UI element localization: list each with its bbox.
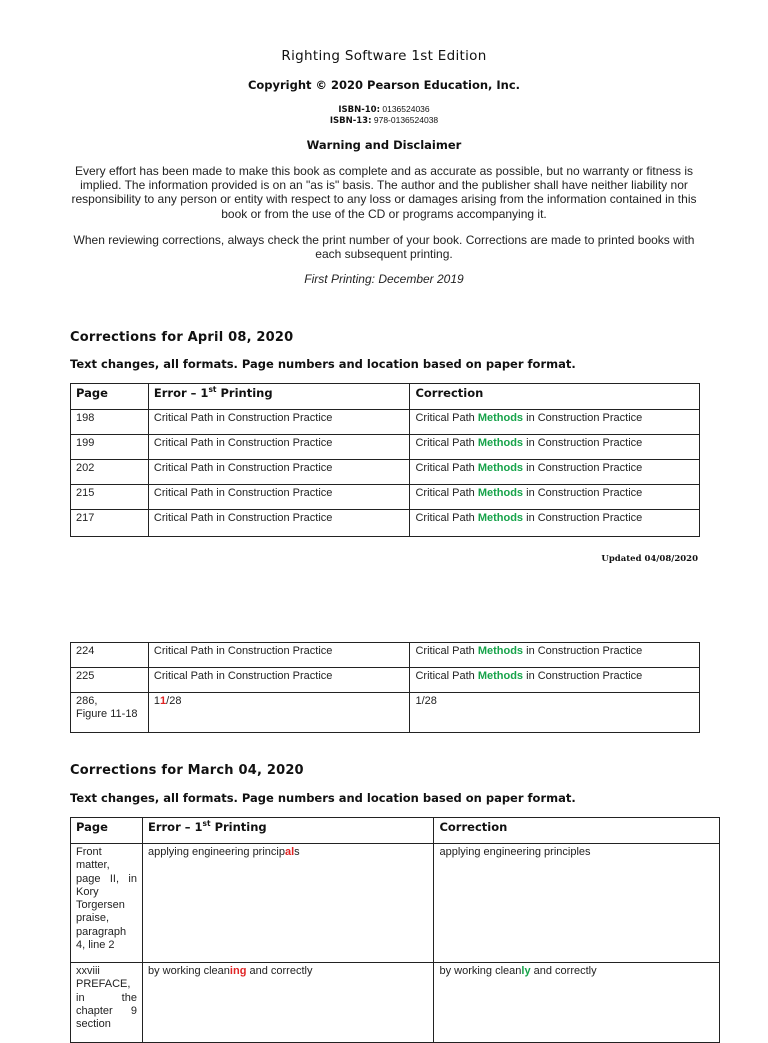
correction-pre: Critical Path (415, 512, 478, 524)
corrections-table-march (70, 817, 720, 1043)
correction-post: in Construction Practice (523, 645, 643, 657)
row-error (142, 844, 433, 963)
correction-post: in Construction Practice (523, 512, 643, 524)
row-page: 202 (71, 460, 149, 485)
error-post: /28 (166, 695, 182, 707)
table-row (71, 963, 720, 1043)
row-error (148, 693, 410, 733)
error-post: and correctly (246, 965, 313, 977)
row-error: Critical Path in Construction Practice (148, 668, 410, 693)
correction-highlight: Methods (477, 437, 524, 449)
col-error-text: Error – 1 (153, 386, 209, 400)
row-page: 225 (71, 668, 149, 693)
review-note: When reviewing corrections, always check the print number of your book. Corrections are made to printed books with each subsequent printing. (73, 233, 695, 262)
row-page: 199 (71, 435, 149, 460)
correction-post: in Construction Practice (523, 487, 643, 499)
row-page: 215 (71, 485, 149, 510)
correction-highlight: Methods (477, 512, 524, 524)
col-error-header (142, 818, 433, 844)
isbn10-label: ISBN-10: (338, 105, 380, 115)
page-line2: Figure 11-18 (76, 708, 138, 721)
correction-highlight: Methods (477, 670, 524, 682)
table-row (71, 410, 700, 435)
section-subheading-march: Text changes, all formats. Page numbers and location based on paper format. (70, 791, 576, 805)
correction-highlight: Methods (477, 487, 524, 499)
row-page (71, 693, 149, 733)
row-error: Critical Path in Construction Practice (148, 435, 410, 460)
table-row (71, 510, 700, 537)
isbn10-value: 0136524036 (382, 104, 430, 114)
table-row (71, 668, 700, 693)
row-page: Front matter, page II, in Kory Torgersen praise, paragraph 4, line 2 (71, 844, 143, 963)
correction-pre: Critical Path (415, 412, 478, 424)
warning-title: Warning and Disclaimer (306, 138, 462, 152)
isbn-block (60, 104, 708, 126)
row-error: Critical Path in Construction Practice (148, 510, 410, 537)
row-correction (410, 410, 700, 435)
table-row (71, 435, 700, 460)
row-correction (410, 668, 700, 693)
correction-highlight: Methods (477, 462, 524, 474)
row-correction (410, 485, 700, 510)
correction-pre: by working clean (439, 965, 522, 977)
correction-post: in Construction Practice (523, 437, 643, 449)
error-pre: by working clean (147, 965, 230, 977)
row-correction (410, 460, 700, 485)
col-error-sup: st (208, 385, 217, 395)
error-pre: 1 (153, 695, 161, 707)
row-correction: 1/28 (410, 693, 700, 733)
first-printing: First Printing: December 2019 (304, 272, 464, 286)
section-heading-april: Corrections for April 08, 2020 (70, 330, 294, 345)
isbn13-value: 978-0136524038 (373, 115, 439, 125)
correction-pre: Critical Path (415, 462, 478, 474)
correction-pre: Critical Path (415, 437, 478, 449)
row-error: Critical Path in Construction Practice (148, 485, 410, 510)
row-error: Critical Path in Construction Practice (148, 410, 410, 435)
table-header-row (71, 384, 700, 410)
correction-post: in Construction Practice (523, 412, 643, 424)
col-correction-header: Correction (434, 818, 720, 844)
row-correction (410, 510, 700, 537)
error-highlight: ing (229, 965, 247, 977)
isbn13-label: ISBN-13: (329, 116, 372, 126)
copyright-line: Copyright © 2020 Pearson Education, Inc. (247, 78, 521, 92)
corrections-table-april (70, 383, 700, 537)
error-post: s (294, 846, 300, 858)
col-page-header: Page (71, 818, 143, 844)
correction-highlight: Methods (477, 412, 524, 424)
error-highlight: 1 (160, 695, 167, 707)
col-error-header (148, 384, 410, 410)
col-error-text: Error – 1 (147, 820, 203, 834)
row-correction (410, 643, 700, 668)
row-page: 224 (71, 643, 149, 668)
document-title: Righting Software 1st Edition (281, 48, 487, 64)
col-error-tail: Printing (216, 386, 273, 400)
row-correction: applying engineering principles (434, 844, 720, 963)
table-row (71, 844, 720, 963)
correction-pre: Critical Path (415, 487, 478, 499)
table-row (71, 485, 700, 510)
disclaimer-text: Every effort has been made to make this book as complete and as accurate as possible, but no warranty or fitness is implied. The information provided is on an "as is" basis. The author and the publisher shall have neither liability nor responsibility to any person or entity with respect to any loss or damages arising from the information contained in this book or from the use of the CD or programs accompanying it. (71, 164, 697, 221)
correction-post: in Construction Practice (523, 670, 643, 682)
row-error (142, 963, 433, 1043)
row-page: xxviii PREFACE, in the chapter 9 section (71, 963, 143, 1043)
correction-post: and correctly (530, 965, 597, 977)
corrections-table-april-continued (70, 642, 700, 733)
table-header-row (71, 818, 720, 844)
row-error: Critical Path in Construction Practice (148, 460, 410, 485)
correction-highlight: ly (521, 965, 531, 977)
section-heading-march: Corrections for March 04, 2020 (70, 763, 304, 778)
section-subheading-april: Text changes, all formats. Page numbers and location based on paper format. (70, 357, 576, 371)
correction-post: in Construction Practice (523, 462, 643, 474)
error-pre: applying engineering princip (147, 846, 285, 858)
row-page: 217 (71, 510, 149, 537)
row-correction (410, 435, 700, 460)
correction-highlight: Methods (477, 645, 524, 657)
table-row (71, 693, 700, 733)
correction-pre: Critical Path (415, 645, 478, 657)
updated-date: Updated 04/08/2020 (601, 554, 698, 564)
col-correction-header: Correction (410, 384, 700, 410)
table-row (71, 643, 700, 668)
isbn13-line (60, 115, 708, 126)
error-highlight: al (284, 846, 295, 858)
table-row (71, 460, 700, 485)
col-error-sup: st (202, 819, 211, 829)
row-error: Critical Path in Construction Practice (148, 643, 410, 668)
col-page-header: Page (71, 384, 149, 410)
row-correction (434, 963, 720, 1043)
page-line1: 286, (76, 695, 98, 707)
correction-pre: Critical Path (415, 670, 478, 682)
row-page: 198 (71, 410, 149, 435)
col-error-tail: Printing (210, 820, 267, 834)
isbn10-line (60, 104, 708, 115)
